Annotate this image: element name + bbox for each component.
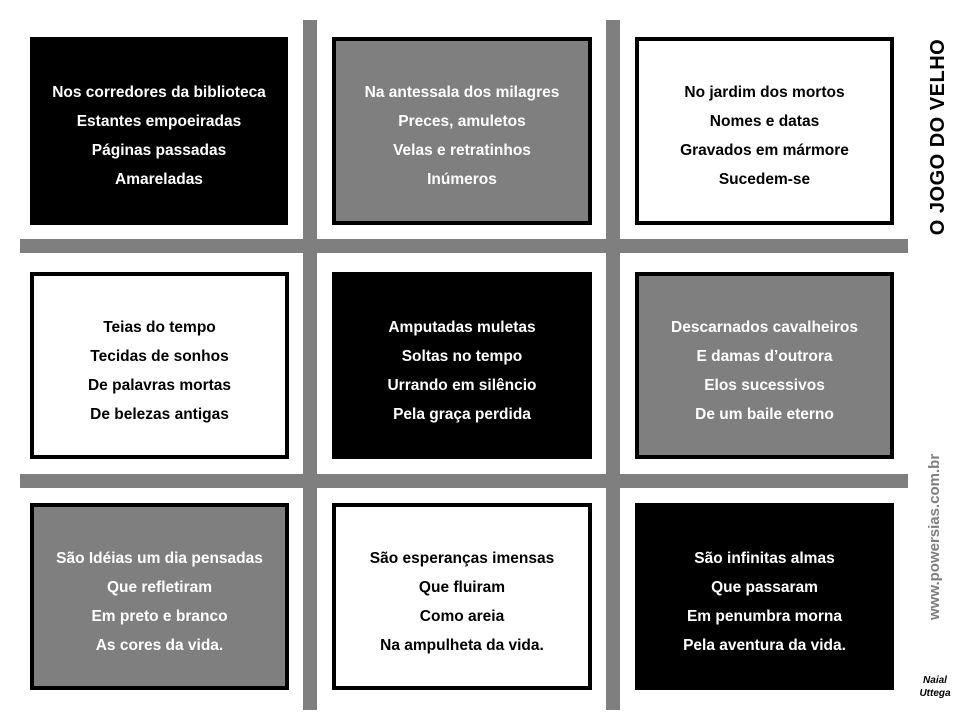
horizontal-divider-bottom — [20, 474, 908, 488]
poem-cell-4 — [30, 272, 289, 459]
poem-cell-7 — [30, 503, 289, 690]
poem-line: Que passaram — [711, 579, 818, 596]
poem-line: Em penumbra morna — [686, 608, 842, 625]
poem-line: Gravados em mármore — [680, 142, 849, 159]
poem-line: Na antessala dos milagres — [364, 84, 560, 101]
vertical-divider-right — [606, 20, 620, 710]
website-link[interactable]: www.powersias.com.br — [926, 453, 943, 620]
poem-line: Páginas passadas — [91, 142, 227, 159]
poem-line: Sucedem-se — [718, 171, 811, 188]
poem-line: Elos sucessivos — [704, 377, 825, 394]
poem-cell-5 — [332, 272, 592, 459]
poem-line: Inúmeros — [427, 171, 497, 188]
poem-line: Amareladas — [115, 171, 203, 188]
poem-line: Pela graça perdida — [393, 406, 531, 423]
poem-line: Como areia — [419, 608, 505, 625]
vertical-divider-left — [303, 20, 317, 710]
horizontal-divider-top — [20, 239, 908, 253]
poem-line: São Idéias um dia pensadas — [56, 550, 263, 567]
poem-cell-3 — [635, 37, 894, 225]
poem-cell-1 — [30, 37, 288, 225]
poem-line: No jardim dos mortos — [684, 84, 845, 101]
poem-line: Que refletiram — [106, 579, 213, 596]
poem-line: Que fluiram — [418, 579, 506, 596]
poem-line: Preces, amuletos — [398, 113, 526, 130]
poem-line: Tecidas de sonhos — [90, 348, 229, 365]
poem-line: De um baile eterno — [695, 406, 834, 423]
poem-line: Estantes empoeiradas — [76, 113, 242, 130]
poem-cell-9 — [635, 503, 894, 690]
poem-line: Nomes e datas — [709, 113, 820, 130]
poem-line: São infinitas almas — [694, 550, 835, 567]
poem-line: E damas d’outrora — [696, 348, 833, 365]
page-title: O JOGO DO VELHO — [927, 38, 949, 236]
poem-cell-6 — [635, 272, 894, 459]
author-credit — [912, 674, 958, 700]
poem-line: De belezas antigas — [90, 406, 229, 423]
poem-line: Descarnados cavalheiros — [671, 319, 858, 336]
poem-line: Na ampulheta da vida. — [380, 637, 544, 654]
poem-line: Em preto e branco — [91, 608, 228, 625]
poem-line: De palavras mortas — [87, 377, 232, 394]
poem-line: Teias do tempo — [103, 319, 216, 336]
poem-line: São esperanças imensas — [369, 550, 555, 567]
poem-line: Nos corredores da biblioteca — [52, 84, 266, 101]
poem-cell-8 — [332, 503, 592, 690]
poem-line: Velas e retratinhos — [393, 142, 531, 159]
poem-line: Pela aventura da vida. — [683, 637, 846, 654]
poem-cell-2 — [332, 37, 592, 225]
poem-line: As cores da vida. — [95, 637, 224, 654]
poem-line: Amputadas muletas — [388, 319, 536, 336]
author-first-name: Naial — [923, 675, 947, 686]
author-last-name: Uttega — [919, 688, 951, 699]
poem-line: Urrando em silêncio — [387, 377, 537, 394]
poem-line: Soltas no tempo — [401, 348, 523, 365]
